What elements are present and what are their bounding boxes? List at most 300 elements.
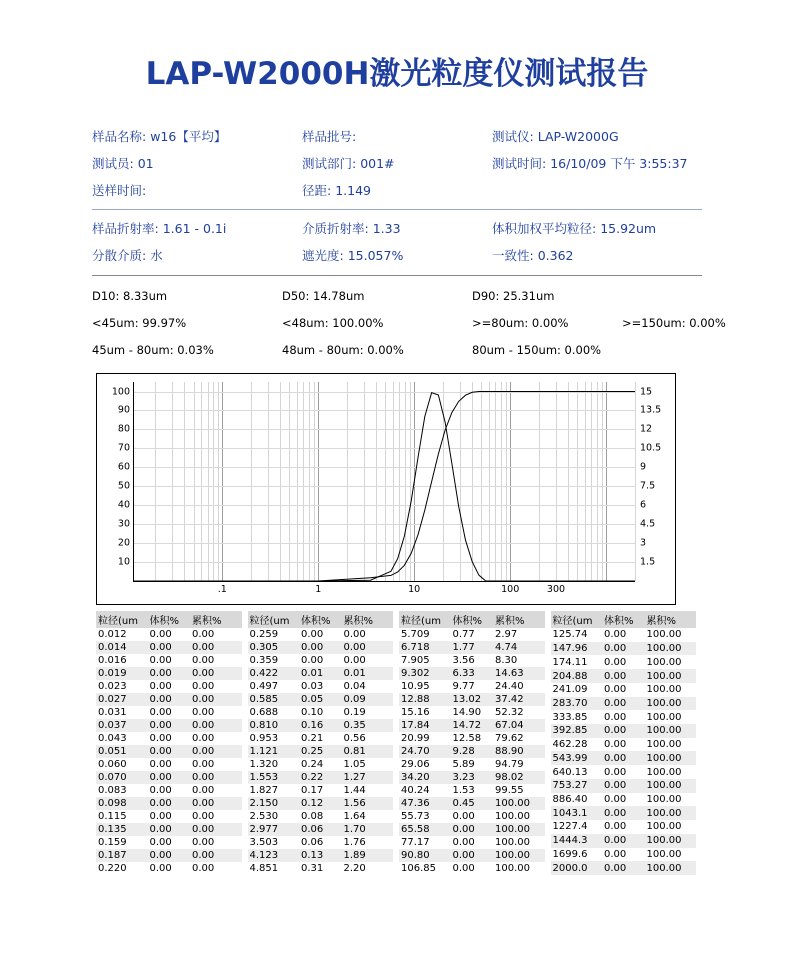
table-cell: 0.00 (452, 863, 475, 874)
col-header-volume: 体积% (147, 611, 190, 628)
col-header-diameter: 粒径(um (96, 611, 147, 628)
table-cell: 1.05 (343, 759, 366, 770)
table-cell: 40.24 (401, 785, 430, 796)
table-cell: 0.00 (147, 641, 190, 654)
table-row (399, 771, 545, 784)
table-row (551, 751, 697, 765)
table-cell: 1.77 (450, 641, 493, 654)
table-cell: 0.00 (147, 849, 190, 862)
table-row (96, 823, 242, 836)
table-cell: 1.89 (342, 849, 394, 862)
table-cell: 0.159 (98, 837, 127, 848)
table-cell: 14.72 (450, 719, 493, 732)
info-section (92, 127, 702, 276)
table-row (96, 771, 242, 784)
info-cell: 测试员: 01 (92, 156, 154, 171)
table-cell: 1.53 (452, 785, 475, 796)
table-cell: 6.33 (450, 667, 493, 680)
table-row (399, 836, 545, 849)
chart-ytick-right: 9 (640, 461, 647, 473)
table-cell: 37.42 (493, 693, 545, 706)
chart-ytick-right: 4.5 (640, 518, 656, 530)
table-cell: 100.00 (645, 861, 697, 875)
table-row (399, 719, 545, 732)
table-cell: 0.00 (343, 655, 366, 666)
table-cell: 0.00 (192, 629, 215, 640)
table-cell: 100.00 (646, 766, 682, 778)
table-cell: 174.11 (552, 656, 588, 668)
info-grid-primary (92, 127, 702, 199)
table-cell: 0.17 (300, 785, 324, 796)
table-cell: 6.718 (399, 641, 450, 654)
table-cell: 0.81 (342, 745, 394, 758)
table-row (551, 697, 697, 711)
table-cell: 0.00 (192, 759, 215, 770)
table-cell: 0.10 (300, 707, 324, 718)
table-cell: 1.827 (249, 785, 279, 796)
table-row (551, 834, 697, 848)
table-cell: 0.22 (299, 771, 342, 784)
chart-ytick-left: 20 (117, 537, 130, 549)
table-cell: 10.95 (401, 681, 430, 692)
table-row (551, 861, 697, 875)
table-cell: 0.014 (96, 641, 147, 654)
table-cell: 0.00 (149, 733, 172, 744)
table-cell: 2.977 (248, 823, 299, 836)
table-row (96, 810, 242, 823)
table-cell: 0.00 (149, 629, 172, 640)
table-cell: 0.35 (342, 719, 394, 732)
table-cell: 0.422 (248, 667, 299, 680)
table-cell: 0.00 (147, 693, 190, 706)
stat-cell: >=150um: 0.00% (622, 316, 726, 330)
table-cell: 8.30 (495, 655, 518, 666)
table-row (399, 732, 545, 745)
table-row (96, 654, 242, 667)
table-row (551, 642, 697, 656)
table-row (399, 862, 545, 875)
table-cell: 0.00 (450, 823, 493, 836)
table-cell: 0.00 (149, 837, 172, 848)
table-cell: 100.00 (495, 837, 530, 848)
table-cell: 2.20 (343, 863, 366, 874)
table-cell: 100.00 (646, 711, 682, 723)
table-cell: 12.58 (452, 733, 482, 744)
table-cell: 5.89 (452, 759, 475, 770)
table-cell: 0.00 (190, 771, 242, 784)
table-cell: 0.00 (149, 707, 172, 718)
table-cell: 9.77 (452, 681, 475, 692)
table-cell: 0.00 (192, 811, 215, 822)
table-cell: 34.20 (399, 771, 450, 784)
divider-blue-top (92, 209, 702, 210)
stat-cell: >=80um: 0.00% (472, 316, 569, 330)
table-row (399, 693, 545, 706)
chart-ytick-left: 90 (117, 404, 130, 416)
table-cell: 0.00 (603, 848, 627, 860)
table-cell: 3.503 (249, 837, 279, 848)
chart-ytick-left: 40 (117, 499, 130, 511)
table-cell: 0.00 (190, 719, 242, 732)
table-cell: 24.40 (495, 681, 524, 692)
table-cell: 0.070 (96, 771, 147, 784)
chart-ytick-right: 13.5 (640, 404, 662, 416)
table-cell: 100.00 (493, 823, 545, 836)
chart-ytick-left: 10 (117, 556, 130, 568)
chart-ytick-right: 3 (640, 537, 647, 549)
chart-ytick-right: 15 (640, 386, 653, 397)
table-cell: 100.00 (645, 834, 697, 848)
table-row (96, 784, 242, 797)
table-cell: 0.00 (603, 739, 627, 751)
stat-cell (622, 343, 742, 357)
table-cell: 0.00 (299, 641, 342, 654)
stat-cell (622, 289, 742, 303)
table-cell: 100.00 (645, 751, 697, 765)
table-cell: 283.70 (551, 697, 602, 711)
table-row (96, 719, 242, 732)
stat-cell: <48um: 100.00% (282, 316, 384, 330)
table-cell: 0.187 (96, 849, 147, 862)
table-cell: 100.00 (646, 656, 682, 668)
page-title: LAP-W2000H激光粒度仪测试报告 (145, 56, 649, 92)
stat-cell: 80um - 150um: 0.00% (472, 343, 602, 357)
table-cell: 0.00 (147, 667, 190, 680)
table-cell: 241.09 (552, 684, 588, 696)
table-row (96, 667, 242, 680)
table-cell: 0.060 (98, 759, 127, 770)
data-tables (96, 611, 696, 875)
table-cell: 0.00 (602, 861, 645, 875)
table-cell: 1.27 (342, 771, 394, 784)
table-cell: 100.00 (645, 724, 697, 738)
info-cell: 体积加权平均粒径: 15.92um (492, 221, 657, 236)
table-cell: 100.00 (646, 793, 682, 805)
info-cell: 样品折射率: 1.61 - 0.1i (92, 221, 227, 236)
table-row (248, 732, 394, 745)
table-cell: 100.00 (646, 684, 682, 696)
table-cell: 0.00 (603, 656, 627, 668)
chart-ytick-left: 70 (117, 442, 130, 454)
table-row (399, 823, 545, 836)
table-row (248, 745, 394, 758)
table-row (96, 732, 242, 745)
table-row (399, 745, 545, 758)
table-cell: 24.70 (399, 745, 450, 758)
table-cell: 0.016 (98, 655, 127, 666)
table-row (248, 628, 394, 641)
col-header-volume: 体积% (299, 611, 342, 628)
table-cell: 0.00 (450, 849, 493, 862)
table-cell: 0.00 (190, 693, 242, 706)
info-cell: 分散介质: 水 (92, 248, 163, 263)
table-row (551, 710, 697, 724)
col-header-diameter: 粒径(um (248, 611, 299, 628)
data-table (399, 611, 545, 875)
table-cell: 2.150 (248, 797, 299, 810)
table-cell: 0.08 (300, 811, 324, 822)
table-cell: 0.00 (452, 837, 475, 848)
table-cell: 17.84 (399, 719, 450, 732)
table-cell: 0.305 (248, 641, 299, 654)
table-cell: 0.00 (147, 823, 190, 836)
table-cell: 1.64 (343, 811, 366, 822)
table-row (96, 758, 242, 771)
table-cell: 29.06 (401, 759, 430, 770)
table-cell: 2.530 (249, 811, 279, 822)
table-cell: 0.098 (96, 797, 147, 810)
table-cell: 0.00 (147, 719, 190, 732)
table-cell: 55.73 (401, 811, 430, 822)
chart-ytick-left: 100 (111, 386, 130, 397)
table-cell: 0.083 (98, 785, 127, 796)
table-cell: 0.051 (96, 745, 147, 758)
info-cell: 径距: 1.149 (302, 183, 371, 198)
data-table (96, 611, 242, 875)
table-cell: 88.90 (493, 745, 545, 758)
divider-gray (92, 275, 702, 276)
chart-plot-area (111, 382, 662, 595)
table-row (248, 719, 394, 732)
table-cell: 100.00 (645, 642, 697, 656)
table-cell: 1.76 (343, 837, 366, 848)
table-row (248, 706, 394, 719)
table-cell: 0.012 (98, 629, 127, 640)
table-cell: 100.00 (495, 863, 530, 874)
table-row (96, 797, 242, 810)
table-cell: 0.25 (299, 745, 342, 758)
table-cell: 0.56 (343, 733, 366, 744)
table-cell: 1.70 (342, 823, 394, 836)
chart-xtick: 100 (501, 584, 520, 595)
table-cell: 1043.1 (551, 806, 602, 820)
table-cell: 100.00 (645, 697, 697, 711)
table-cell: 0.19 (343, 707, 366, 718)
stat-cell: <45um: 99.97% (92, 316, 187, 330)
table-row (96, 680, 242, 693)
table-cell: 100.00 (646, 739, 682, 751)
table-cell: 0.043 (98, 733, 127, 744)
col-header-cumulative: 累积% (493, 611, 545, 628)
table-cell: 753.27 (551, 779, 602, 793)
table-cell: 0.00 (147, 745, 190, 758)
table-cell: 0.00 (190, 823, 242, 836)
table-cell: 0.00 (602, 779, 645, 793)
table-cell: 0.00 (149, 759, 172, 770)
table-cell: 0.05 (299, 693, 342, 706)
table-cell: 0.00 (300, 655, 324, 666)
table-cell: 0.45 (450, 797, 493, 810)
table-row (399, 641, 545, 654)
table-cell: 0.01 (342, 667, 394, 680)
chart-curves (134, 382, 635, 581)
table-row (551, 724, 697, 738)
info-cell: 送样时间: (92, 183, 147, 198)
info-cell: 样品批号: (302, 129, 357, 144)
table-cell: 0.00 (147, 771, 190, 784)
table-row (248, 823, 394, 836)
table-cell: 0.00 (149, 785, 172, 796)
table-row (248, 862, 394, 875)
table-cell: 77.17 (401, 837, 430, 848)
table-cell: 3.23 (450, 771, 493, 784)
table-cell: 0.00 (149, 681, 172, 692)
info-cell: 样品名称: w16【平均】 (92, 129, 227, 144)
table-cell: 1.553 (248, 771, 299, 784)
distribution-chart (96, 373, 676, 605)
info-cell: 介质折射率: 1.33 (302, 221, 401, 236)
table-cell: 0.00 (343, 629, 366, 640)
table-cell: 0.24 (300, 759, 324, 770)
table-cell: 0.953 (249, 733, 279, 744)
table-row (399, 784, 545, 797)
table-cell: 14.90 (452, 707, 482, 718)
table-cell: 0.497 (249, 681, 279, 692)
table-cell: 0.00 (192, 837, 215, 848)
info-cell: 测试时间: 16/10/09 下午 3:55:37 (492, 156, 688, 171)
table-cell: 0.00 (452, 811, 475, 822)
info-cell: 测试部门: 001# (302, 156, 395, 171)
table-cell: 99.55 (495, 785, 524, 796)
table-cell: 0.00 (192, 863, 215, 874)
chart-ytick-left: 50 (117, 480, 130, 492)
table-cell: 13.02 (450, 693, 493, 706)
table-cell: 0.688 (249, 707, 279, 718)
table-row (248, 667, 394, 680)
table-row (551, 848, 697, 862)
stat-cell: D90: 25.31um (472, 289, 555, 303)
table-cell: 0.00 (603, 793, 627, 805)
table-cell: 0.00 (192, 681, 215, 692)
table-cell: 1.56 (342, 797, 394, 810)
table-cell: 52.32 (495, 707, 524, 718)
table-cell: 462.28 (552, 739, 588, 751)
table-cell: 0.00 (190, 641, 242, 654)
col-header-diameter: 粒径(um (399, 611, 450, 628)
chart-xtick: 1 (315, 584, 322, 595)
table-row (96, 693, 242, 706)
table-cell: 15.16 (401, 707, 430, 718)
table-cell: 0.00 (602, 642, 645, 656)
table-row (96, 628, 242, 641)
table-cell: 1.121 (248, 745, 299, 758)
table-row (248, 849, 394, 862)
chart-ytick-right: 7.5 (640, 480, 656, 492)
stat-cell: D10: 8.33um (92, 289, 168, 303)
chart-xtick: 300 (546, 584, 566, 595)
table-row (551, 820, 697, 834)
table-cell: 9.28 (450, 745, 493, 758)
table-cell: 0.00 (602, 806, 645, 820)
info-cell (492, 181, 702, 199)
table-cell: 0.00 (192, 707, 215, 718)
info-cell: 一致性: 0.362 (492, 248, 574, 263)
table-cell: 0.585 (248, 693, 299, 706)
table-cell: 12.88 (399, 693, 450, 706)
table-row (96, 836, 242, 849)
table-cell: 0.00 (602, 669, 645, 683)
table-cell: 0.31 (300, 863, 324, 874)
table-cell: 0.031 (98, 707, 127, 718)
chart-ytick-right: 12 (640, 423, 653, 435)
table-cell: 0.00 (190, 849, 242, 862)
table-cell: 4.123 (248, 849, 299, 862)
table-row (399, 810, 545, 823)
table-row (551, 655, 697, 669)
table-cell: 1699.6 (552, 848, 588, 860)
table-cell: 2.97 (495, 629, 518, 640)
table-cell: 100.00 (645, 779, 697, 793)
table-row (96, 849, 242, 862)
stats-row (92, 343, 702, 357)
table-row (248, 758, 394, 771)
table-row (248, 680, 394, 693)
table-row (399, 797, 545, 810)
table-cell: 0.00 (192, 733, 215, 744)
table-cell: 1.44 (343, 785, 366, 796)
table-cell: 0.00 (342, 641, 394, 654)
table-row (96, 745, 242, 758)
chart-ytick-left: 60 (117, 461, 130, 473)
table-cell: 100.00 (493, 797, 545, 810)
table-cell: 100.00 (645, 806, 697, 820)
table-row (399, 680, 545, 693)
table-cell: 0.037 (96, 719, 147, 732)
table-row (248, 641, 394, 654)
data-table (248, 611, 394, 875)
table-cell: 333.85 (552, 711, 588, 723)
table-row (551, 806, 697, 820)
stat-cell: 45um - 80um: 0.03% (92, 343, 214, 357)
table-cell: 100.00 (646, 629, 682, 641)
table-row (551, 738, 697, 752)
chart-ytick-left: 30 (117, 518, 130, 530)
table-cell: 0.00 (603, 766, 627, 778)
data-table (551, 611, 697, 875)
table-row (248, 693, 394, 706)
table-row (551, 628, 697, 642)
table-cell: 90.80 (399, 849, 450, 862)
table-row (551, 779, 697, 793)
table-cell: 1227.4 (552, 821, 588, 833)
table-cell: 0.00 (190, 745, 242, 758)
table-cell: 98.02 (493, 771, 545, 784)
table-row (399, 706, 545, 719)
chart-ytick-left: 80 (117, 423, 130, 435)
table-cell: 886.40 (552, 793, 588, 805)
table-cell: 0.220 (98, 863, 127, 874)
table-cell: 4.851 (249, 863, 279, 874)
table-cell: 0.019 (96, 667, 147, 680)
col-header-volume: 体积% (602, 611, 645, 628)
col-header-diameter: 粒径(um (551, 611, 602, 628)
chart-ytick-right: 10.5 (640, 442, 662, 454)
table-cell: 14.63 (493, 667, 545, 680)
table-cell: 65.58 (399, 823, 450, 836)
table-cell: 0.00 (602, 724, 645, 738)
table-cell: 392.85 (551, 724, 602, 738)
table-cell: 0.00 (147, 797, 190, 810)
table-cell: 0.13 (299, 849, 342, 862)
stats-section (92, 289, 726, 357)
col-header-cumulative: 累积% (645, 611, 697, 628)
table-cell: 0.04 (343, 681, 366, 692)
table-cell: 100.00 (495, 811, 530, 822)
table-row (248, 797, 394, 810)
table-cell: 0.00 (192, 785, 215, 796)
table-row (96, 641, 242, 654)
table-row (399, 667, 545, 680)
